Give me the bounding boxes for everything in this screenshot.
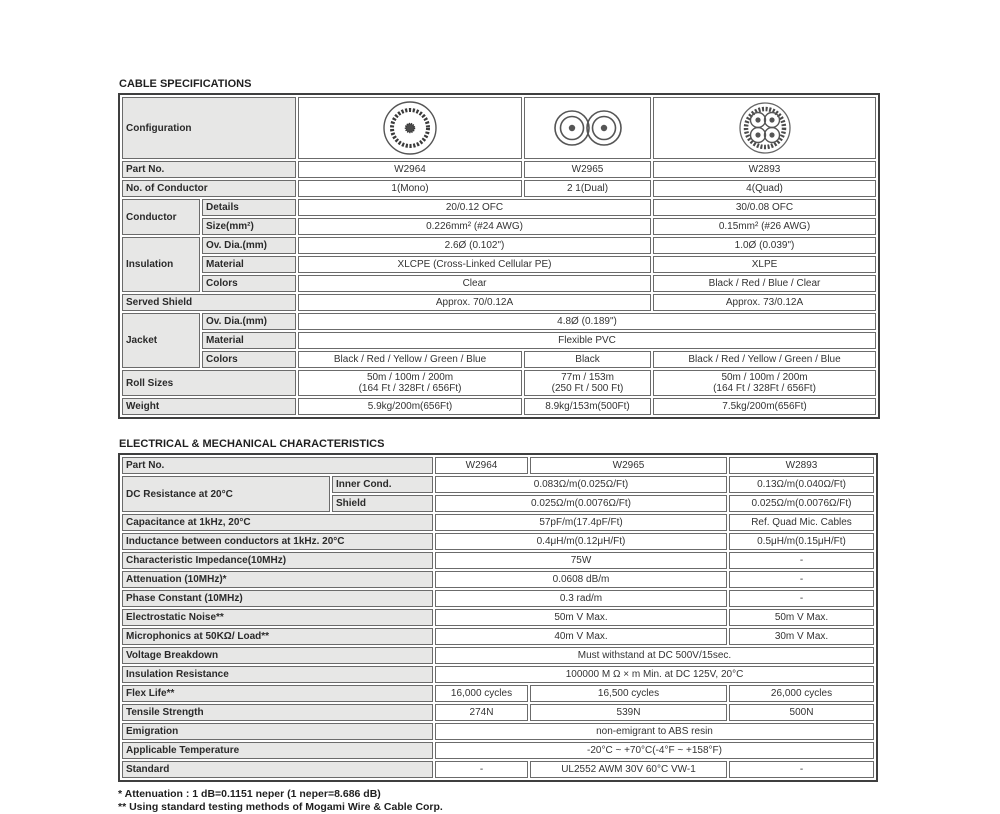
capacitance-w2964-w2965: 57pF/m(17.4pF/Ft) xyxy=(435,514,727,531)
voltage-breakdown-all: Must withstand at DC 500V/15sec. xyxy=(435,647,874,664)
table-row xyxy=(122,666,874,683)
table-row xyxy=(122,332,876,349)
spec-sheet xyxy=(118,78,880,814)
group-label-insulation: Insulation xyxy=(122,237,200,292)
roll-sizes-w2965 xyxy=(524,370,651,396)
table-row xyxy=(122,609,874,626)
table-row xyxy=(122,761,874,778)
microphonics-w2964-w2965: 40m V Max. xyxy=(435,628,727,645)
footnote-attenuation: * Attenuation : 1 dB=0.1151 neper (1 neper=8.686 dB) xyxy=(118,788,381,800)
row-label-phase-constant: Phase Constant (10MHz) xyxy=(122,590,433,607)
table-row xyxy=(122,398,876,415)
insulation-colors-w2964-w2965: Clear xyxy=(298,275,651,292)
roll-sizes-w2965-line2: (250 Ft / 500 Ft) xyxy=(551,383,624,394)
weight-w2893: 7.5kg/200m(656Ft) xyxy=(653,398,876,415)
standard-w2964: - xyxy=(435,761,528,778)
table-row xyxy=(122,533,874,550)
table-row xyxy=(122,370,876,396)
part-no-w2964: W2964 xyxy=(298,161,522,178)
conductor-count-w2964: 1(Mono) xyxy=(298,180,522,197)
footnotes xyxy=(118,788,880,814)
table-row xyxy=(122,514,874,531)
table-row xyxy=(122,218,876,235)
row-label-applicable-temperature: Applicable Temperature xyxy=(122,742,433,759)
microphonics-w2893: 30m V Max. xyxy=(729,628,874,645)
group-label-conductor: Conductor xyxy=(122,199,200,235)
table-row xyxy=(122,275,876,292)
row-label-attenuation: Attenuation (10MHz)* xyxy=(122,571,433,588)
row-label-served-shield: Served Shield xyxy=(122,294,296,311)
row-label-insulation-ov-dia: Ov. Dia.(mm) xyxy=(202,237,296,254)
row-label-weight: Weight xyxy=(122,398,296,415)
served-shield-w2964-w2965: Approx. 70/0.12A xyxy=(298,294,651,311)
row-label-microphonics: Microphonics at 50KΩ/ Load** xyxy=(122,628,433,645)
insulation-material-w2893: XLPE xyxy=(653,256,876,273)
inductance-w2964-w2965: 0.4μH/m(0.12μH/Ft) xyxy=(435,533,727,550)
row-label-insulation-colors: Colors xyxy=(202,275,296,292)
roll-sizes-w2893-line1: 50m / 100m / 200m xyxy=(721,372,808,383)
jacket-colors-w2965: Black xyxy=(524,351,651,368)
table-row xyxy=(122,476,874,493)
table-row xyxy=(122,685,874,702)
elec-mech-table xyxy=(118,453,878,782)
conductor-size-w2893: 0.15mm² (#26 AWG) xyxy=(653,218,876,235)
tensile-strength-w2893: 500N xyxy=(729,704,874,721)
table-row xyxy=(122,161,876,178)
table-row xyxy=(122,97,876,159)
conductor-count-w2965: 2 1(Dual) xyxy=(524,180,651,197)
table-row xyxy=(122,723,874,740)
phase-constant-w2893: - xyxy=(729,590,874,607)
config-cell-w2964 xyxy=(298,97,522,159)
part-no-w2965: W2965 xyxy=(524,161,651,178)
table-row xyxy=(122,457,874,474)
table-row xyxy=(122,704,874,721)
attenuation-w2893: - xyxy=(729,571,874,588)
mono-cable-cross-section-icon xyxy=(377,100,443,156)
dc-resistance-shield-w2964-w2965: 0.025Ω/m(0.0076Ω/Ft) xyxy=(435,495,727,512)
tensile-strength-w2965: 539N xyxy=(530,704,727,721)
insulation-resistance-all: 100000 M Ω × m Min. at DC 125V, 20°C xyxy=(435,666,874,683)
capacitance-w2893: Ref. Quad Mic. Cables xyxy=(729,514,874,531)
jacket-ov-dia-all: 4.8Ø (0.189") xyxy=(298,313,876,330)
jacket-colors-w2964: Black / Red / Yellow / Green / Blue xyxy=(298,351,522,368)
dc-resistance-shield-w2893: 0.025Ω/m(0.0076Ω/Ft) xyxy=(729,495,874,512)
row-label-capacitance: Capacitance at 1kHz, 20°C xyxy=(122,514,433,531)
conductor-details-w2893: 30/0.08 OFC xyxy=(653,199,876,216)
group-label-jacket: Jacket xyxy=(122,313,200,368)
standard-w2965: UL2552 AWM 30V 60°C VW-1 xyxy=(530,761,727,778)
tensile-strength-w2964: 274N xyxy=(435,704,528,721)
dual-cable-cross-section-icon xyxy=(550,106,626,150)
weight-w2964: 5.9kg/200m(656Ft) xyxy=(298,398,522,415)
group-label-dc-resistance: DC Resistance at 20°C xyxy=(122,476,330,512)
roll-sizes-w2964-line1: 50m / 100m / 200m xyxy=(366,372,454,383)
phase-constant-w2964-w2965: 0.3 rad/m xyxy=(435,590,727,607)
part-no-w2893: W2893 xyxy=(653,161,876,178)
table-row xyxy=(122,552,874,569)
table-row xyxy=(122,313,876,330)
table-row xyxy=(122,180,876,197)
row-label-impedance: Characteristic Impedance(10MHz) xyxy=(122,552,433,569)
row-label-roll-sizes: Roll Sizes xyxy=(122,370,296,396)
table-row xyxy=(122,351,876,368)
row-label-standard: Standard xyxy=(122,761,433,778)
insulation-material-w2964-w2965: XLCPE (Cross-Linked Cellular PE) xyxy=(298,256,651,273)
jacket-colors-w2893: Black / Red / Yellow / Green / Blue xyxy=(653,351,876,368)
table-row xyxy=(122,571,874,588)
flex-life-w2964: 16,000 cycles xyxy=(435,685,528,702)
jacket-material-all: Flexible PVC xyxy=(298,332,876,349)
elec-part-no-w2965: W2965 xyxy=(530,457,727,474)
emigration-all: non-emigrant to ABS resin xyxy=(435,723,874,740)
conductor-count-w2893: 4(Quad) xyxy=(653,180,876,197)
row-label-electrostatic-noise: Electrostatic Noise** xyxy=(122,609,433,626)
config-cell-w2893 xyxy=(653,97,876,159)
insulation-ov-dia-w2964-w2965: 2.6Ø (0.102") xyxy=(298,237,651,254)
table-row xyxy=(122,199,876,216)
row-label-part-no-2: Part No. xyxy=(122,457,433,474)
table-row xyxy=(122,647,874,664)
conductor-size-w2964-w2965: 0.226mm² (#24 AWG) xyxy=(298,218,651,235)
row-label-tensile-strength: Tensile Strength xyxy=(122,704,433,721)
row-label-conductor-details: Details xyxy=(202,199,296,216)
weight-w2965: 8.9kg/153m(500Ft) xyxy=(524,398,651,415)
served-shield-w2893: Approx. 73/0.12A xyxy=(653,294,876,311)
roll-sizes-w2964-line2: (164 Ft / 328Ft / 656Ft) xyxy=(358,383,462,394)
row-label-configuration: Configuration xyxy=(122,97,296,159)
config-cell-w2965 xyxy=(524,97,651,159)
quad-cable-cross-section-icon xyxy=(734,100,796,156)
elec-part-no-w2964: W2964 xyxy=(435,457,528,474)
attenuation-w2964-w2965: 0.0608 dB/m xyxy=(435,571,727,588)
insulation-colors-w2893: Black / Red / Blue / Clear xyxy=(653,275,876,292)
row-label-inductance: Inductance between conductors at 1kHz. 20°C xyxy=(122,533,433,550)
row-label-jacket-colors: Colors xyxy=(202,351,296,368)
impedance-w2893: - xyxy=(729,552,874,569)
electrostatic-noise-w2964-w2965: 50m V Max. xyxy=(435,609,727,626)
elec-part-no-w2893: W2893 xyxy=(729,457,874,474)
cable-specs-table xyxy=(118,93,880,419)
table-row xyxy=(122,628,874,645)
roll-sizes-w2965-line1: 77m / 153m xyxy=(561,372,614,383)
row-label-shield: Shield xyxy=(332,495,433,512)
dc-resistance-inner-w2893: 0.13Ω/m(0.040Ω/Ft) xyxy=(729,476,874,493)
table-row xyxy=(122,742,874,759)
elec-mech-title: ELECTRICAL & MECHANICAL CHARACTERISTICS xyxy=(119,438,385,450)
row-label-emigration: Emigration xyxy=(122,723,433,740)
footnote-testing-methods: ** Using standard testing methods of Mogami Wire & Cable Corp. xyxy=(118,801,443,813)
row-label-no-of-conductor: No. of Conductor xyxy=(122,180,296,197)
row-label-insulation-material: Material xyxy=(202,256,296,273)
standard-w2893: - xyxy=(729,761,874,778)
table-row xyxy=(122,256,876,273)
row-label-voltage-breakdown: Voltage Breakdown xyxy=(122,647,433,664)
impedance-w2964-w2965: 75W xyxy=(435,552,727,569)
conductor-details-w2964-w2965: 20/0.12 OFC xyxy=(298,199,651,216)
insulation-ov-dia-w2893: 1.0Ø (0.039") xyxy=(653,237,876,254)
table-row xyxy=(122,237,876,254)
inductance-w2893: 0.5μH/m(0.15μH/Ft) xyxy=(729,533,874,550)
row-label-inner-cond: Inner Cond. xyxy=(332,476,433,493)
row-label-jacket-material: Material xyxy=(202,332,296,349)
row-label-conductor-size: Size(mm²) xyxy=(202,218,296,235)
flex-life-w2893: 26,000 cycles xyxy=(729,685,874,702)
flex-life-w2965: 16,500 cycles xyxy=(530,685,727,702)
row-label-insulation-resistance: Insulation Resistance xyxy=(122,666,433,683)
roll-sizes-w2964 xyxy=(298,370,522,396)
electrostatic-noise-w2893: 50m V Max. xyxy=(729,609,874,626)
applicable-temperature-all: -20°C ~ +70°C(-4°F ~ +158°F) xyxy=(435,742,874,759)
table-row xyxy=(122,590,874,607)
row-label-flex-life: Flex Life** xyxy=(122,685,433,702)
row-label-jacket-ov-dia: Ov. Dia.(mm) xyxy=(202,313,296,330)
roll-sizes-w2893-line2: (164 Ft / 328Ft / 656Ft) xyxy=(713,383,816,394)
roll-sizes-w2893 xyxy=(653,370,876,396)
cable-specs-title: CABLE SPECIFICATIONS xyxy=(119,78,252,90)
table-row xyxy=(122,294,876,311)
row-label-part-no: Part No. xyxy=(122,161,296,178)
dc-resistance-inner-w2964-w2965: 0.083Ω/m(0.025Ω/Ft) xyxy=(435,476,727,493)
